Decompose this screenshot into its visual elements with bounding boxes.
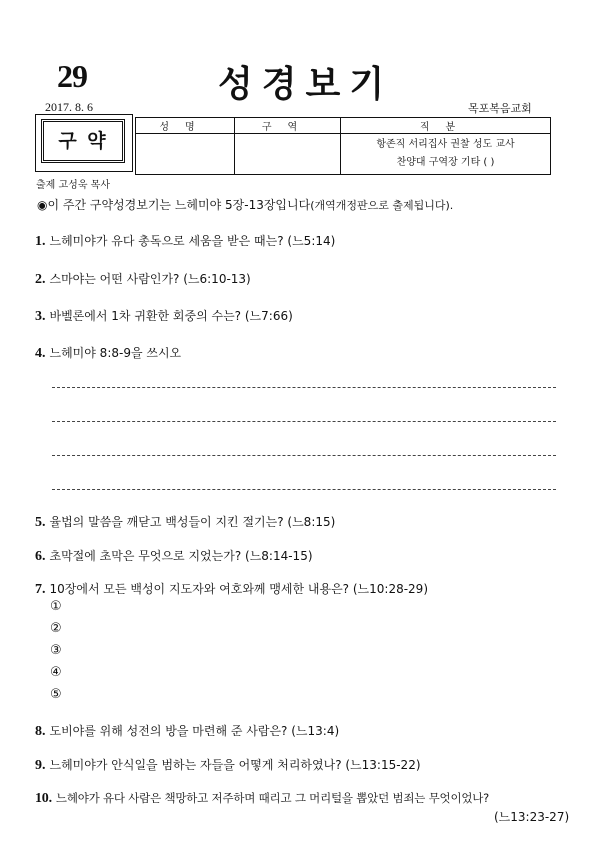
question-10 — [35, 790, 489, 807]
col-district-header: 구역 — [235, 118, 341, 134]
question-number: 9. — [35, 758, 46, 773]
question-6 — [35, 547, 313, 565]
name-field[interactable] — [136, 134, 235, 175]
question-number: 8. — [35, 724, 46, 739]
question-text: 바벨론에서 1차 귀환한 회중의 수는? (느7:66) — [49, 309, 293, 323]
answer-line[interactable] — [52, 489, 556, 490]
col-position-header: 직분 — [341, 118, 551, 134]
page-title: 성경보기 — [218, 64, 394, 105]
question-1 — [35, 232, 335, 250]
question-number: 4. — [35, 346, 46, 361]
intro-text — [37, 196, 453, 213]
question-text: 10장에서 모든 백성이 지도자와 여호와께 맹세한 내용은? (느10:28-29) — [49, 582, 429, 596]
intro-main: ◉이 주간 구약성경보기는 느헤미야 5장-13장입니다 — [37, 198, 311, 212]
answer-slot-5: ⑤ — [50, 687, 62, 702]
question-2 — [35, 270, 251, 288]
church-name: 목포복음교회 — [468, 102, 532, 115]
question-text: 느헤미야가 안식일을 범하는 자들을 어떻게 처리하였나? (느13:15-22) — [49, 758, 421, 772]
question-number: 6. — [35, 549, 46, 564]
issue-number: 29 — [57, 58, 87, 94]
answer-slot-1: ① — [50, 599, 62, 614]
question-text: 느헤야가 유다 사람은 책망하고 저주하며 때리고 그 머리털을 뽑았던 범죄는 무엇이었나? — [55, 791, 490, 805]
author: 출제 고성욱 목사 — [36, 180, 110, 191]
ranks-line-2: 찬양대 구역장 기타 ( ) — [396, 157, 495, 168]
section-badge: 구 약 — [41, 119, 125, 163]
district-field[interactable] — [235, 134, 341, 175]
question-text: 느헤미야 8:8-9을 쓰시오 — [49, 346, 182, 360]
question-text: 도비야를 위해 성전의 방을 마련해 준 사람은? (느13:4) — [49, 724, 340, 738]
answer-slot-2: ② — [50, 621, 62, 636]
question-text: 초막절에 초막은 무엇으로 지었는가? (느8:14-15) — [49, 549, 313, 563]
col-name-header: 성명 — [136, 118, 235, 134]
question-text: 스마야는 어떤 사람인가? (느6:10-13) — [49, 272, 251, 286]
ranks-line-1: 항존직 서리집사 권찰 성도 교사 — [376, 139, 515, 150]
info-table — [135, 117, 551, 175]
question-4 — [35, 344, 181, 362]
question-number: 7. — [35, 582, 46, 597]
question-5 — [35, 513, 335, 531]
question-10-reference: (느13:23-27) — [494, 810, 570, 824]
question-text: 율법의 말씀을 깨닫고 백성들이 지킨 절기는? (느8:15) — [49, 515, 336, 529]
question-number: 10. — [35, 791, 52, 806]
question-number: 1. — [35, 234, 46, 249]
question-3 — [35, 307, 293, 325]
question-text: 느헤미야가 유다 총독으로 세움을 받은 때는? (느5:14) — [49, 234, 336, 248]
question-number: 5. — [35, 515, 46, 530]
answer-line[interactable] — [52, 455, 556, 456]
question-7 — [35, 580, 428, 598]
answer-slot-4: ④ — [50, 665, 62, 680]
date: 2017. 8. 6 — [45, 100, 93, 114]
answer-slot-3: ③ — [50, 643, 62, 658]
question-8 — [35, 722, 339, 740]
answer-line[interactable] — [52, 387, 556, 388]
position-field[interactable] — [341, 134, 551, 175]
intro-note: (개역개정판으로 출제됩니다). — [310, 199, 454, 212]
question-9 — [35, 756, 421, 774]
answer-line[interactable] — [52, 421, 556, 422]
question-number: 3. — [35, 309, 46, 324]
question-number: 2. — [35, 272, 46, 287]
